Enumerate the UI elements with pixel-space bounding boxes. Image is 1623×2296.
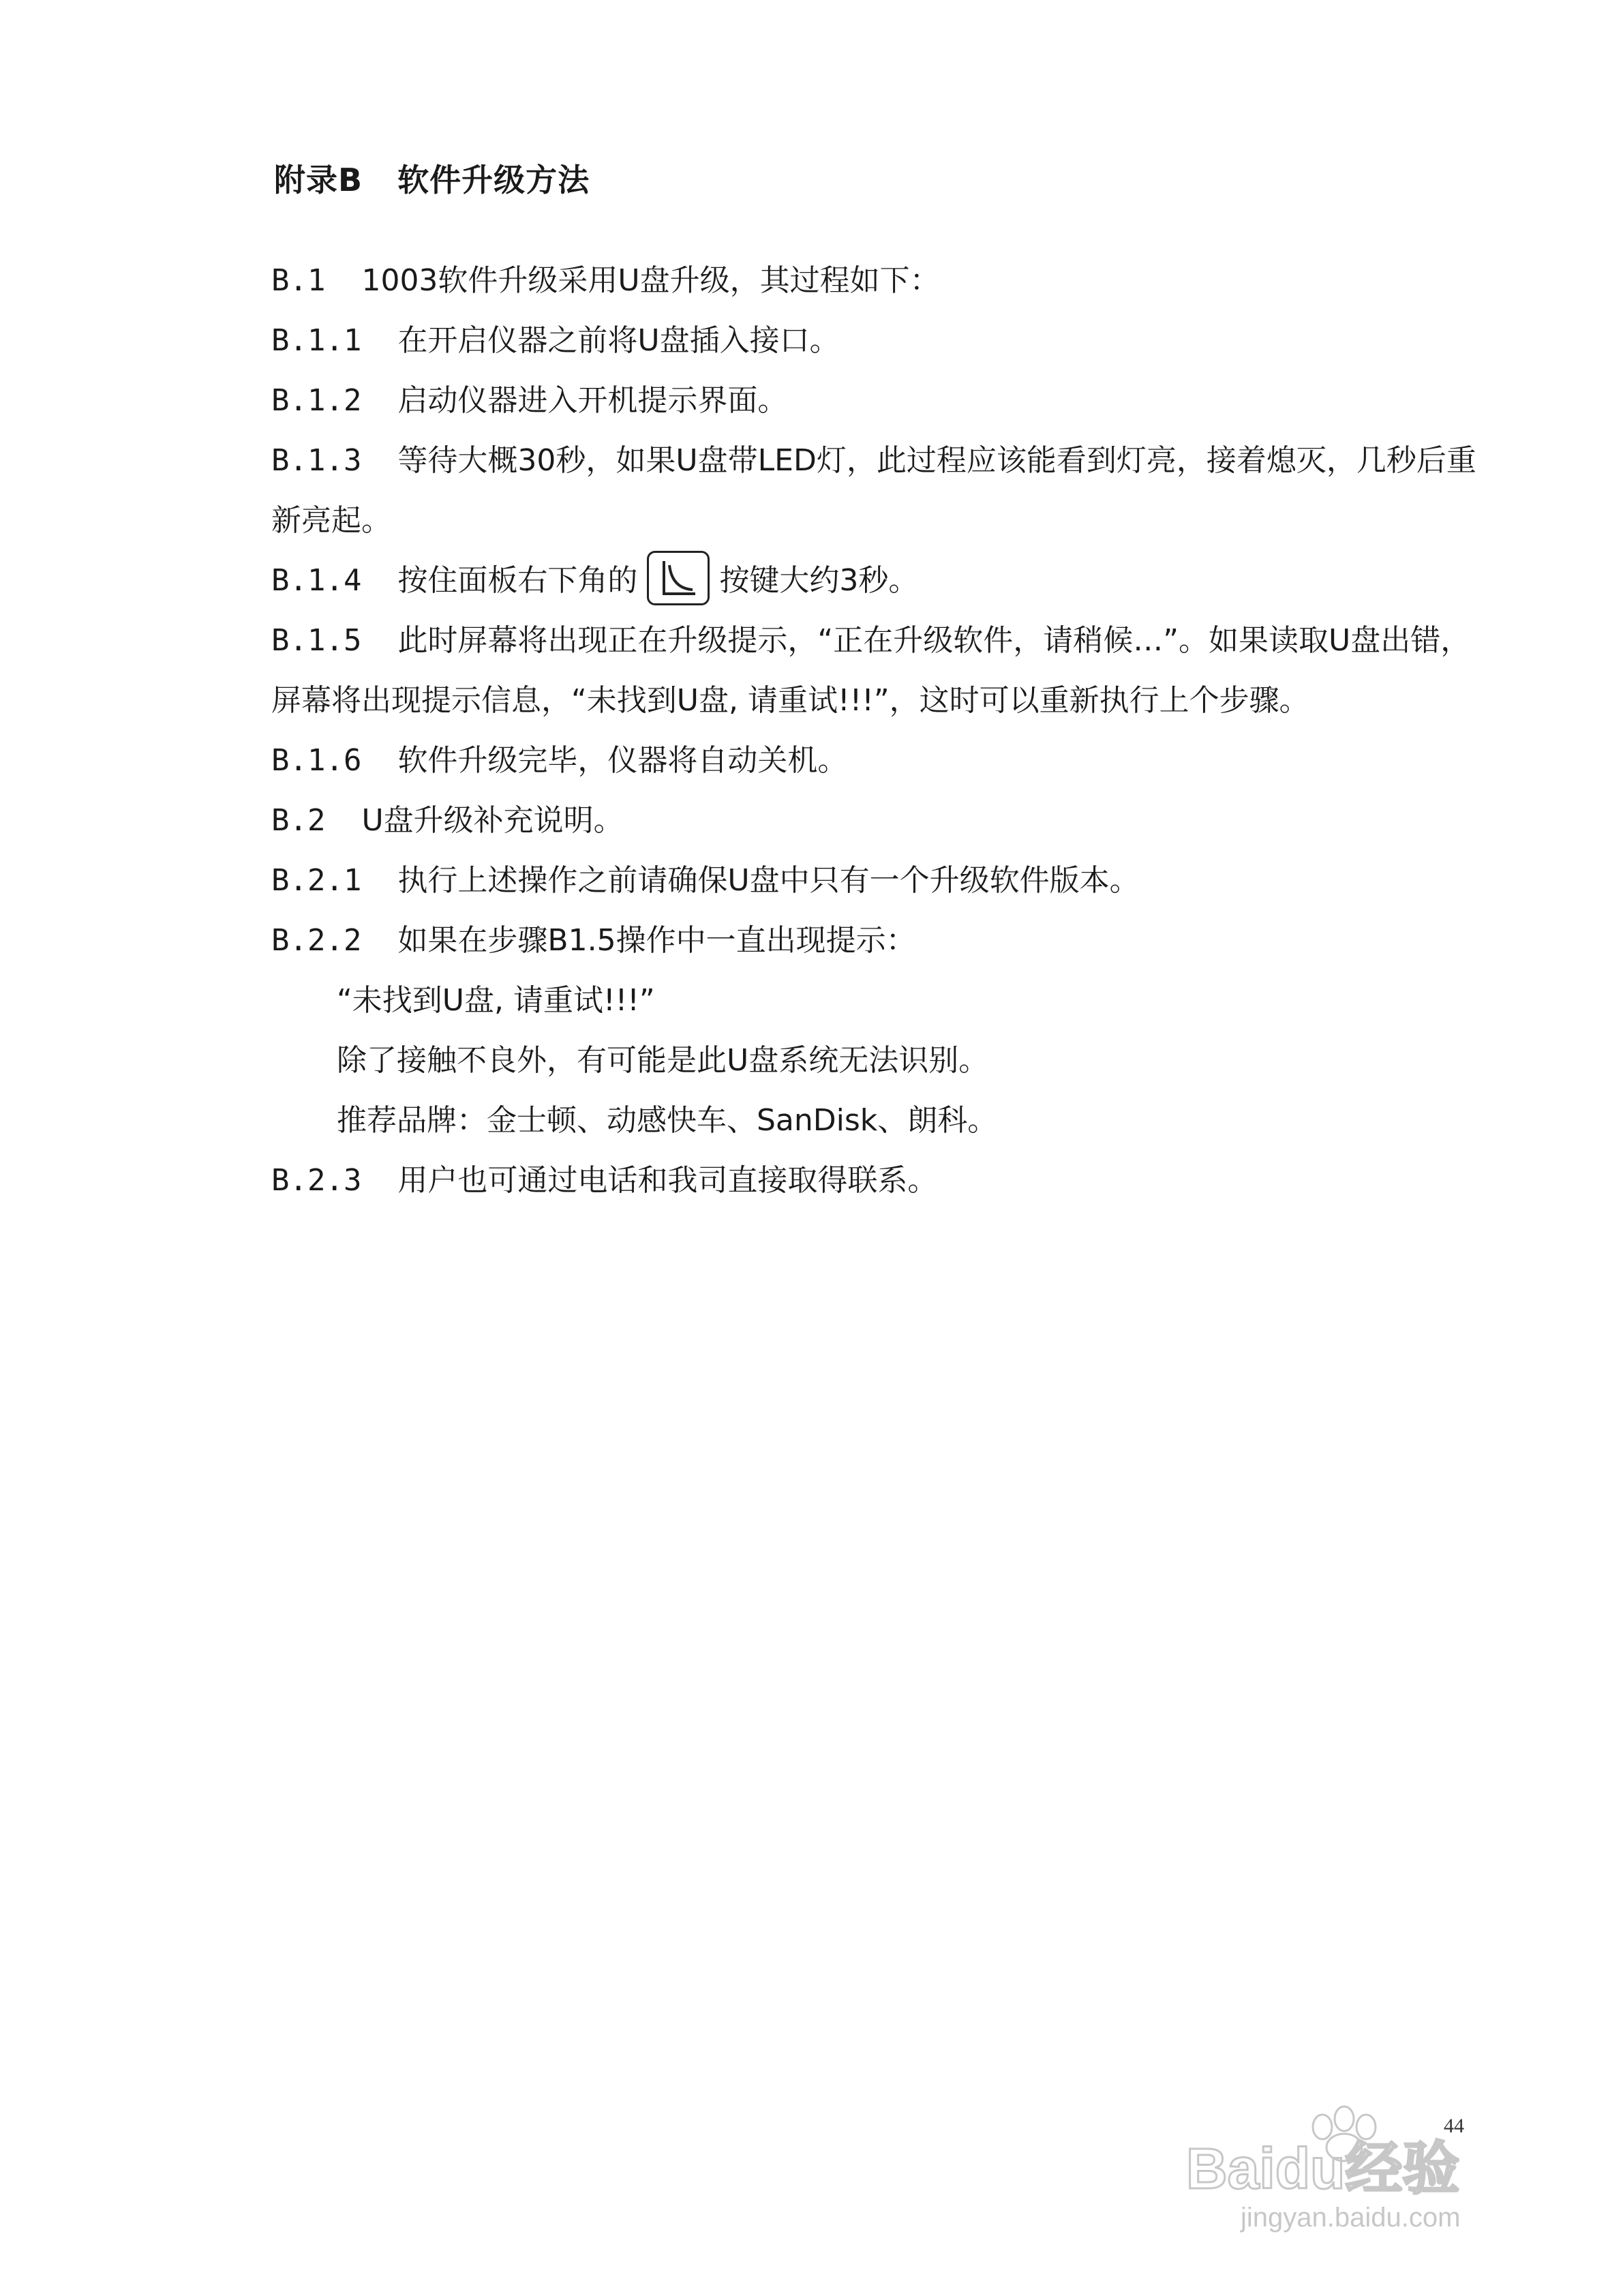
item-text: 如果在步骤B1.5操作中一直出现提示： — [397, 923, 916, 958]
list-item — [271, 371, 1485, 431]
baidu-watermark-logo — [1159, 2100, 1541, 2236]
section-number: B.1.5 — [271, 623, 398, 658]
curve-key-icon — [647, 551, 710, 605]
item-text: 推荐品牌：金士顿、动感快车、SanDisk、朗科。 — [337, 1103, 998, 1138]
section-number: B.1.1 — [271, 323, 398, 358]
list-item — [271, 851, 1485, 911]
page-title: 附录B 软件升级方法 — [274, 162, 590, 198]
list-item — [271, 1091, 1485, 1151]
section-number: B.2 — [271, 803, 362, 838]
document-body — [271, 251, 1485, 1211]
watermark-brand: Baidu经验 — [1186, 2136, 1460, 2201]
item-text: 此时屏幕将出现正在升级提示，“正在升级软件，请稍候…”。如果读取U盘出错，屏幕将出现提示信息，“未找到U盘, 请重试!!!”，这时可以重新执行上个步骤。 — [271, 623, 1471, 718]
item-text: 按键大约3秒。 — [719, 563, 919, 598]
section-number: B.2.1 — [271, 863, 398, 898]
item-text: 启动仪器进入开机提示界面。 — [397, 383, 788, 418]
watermark-url: jingyan.baidu.com — [1241, 2203, 1461, 2233]
list-item — [271, 431, 1485, 551]
section-number: B.1.4 — [271, 563, 398, 598]
section-number: B.1.3 — [271, 443, 398, 478]
list-item — [271, 1031, 1485, 1091]
item-text: 用户也可通过电话和我司直接取得联系。 — [397, 1163, 938, 1198]
item-text: “未找到U盘, 请重试!!!” — [337, 983, 655, 1018]
section-number: B.2.3 — [271, 1163, 398, 1198]
list-item — [271, 731, 1485, 791]
page-number: 44 — [1444, 2115, 1464, 2137]
item-text: U盘升级补充说明。 — [361, 803, 624, 838]
item-text: 等待大概30秒，如果U盘带LED灯，此过程应该能看到灯亮，接着熄灭，几秒后重新亮起。 — [271, 443, 1476, 538]
item-text: 按住面板右下角的 — [397, 563, 638, 598]
list-item — [271, 1151, 1485, 1211]
section-number: B.1 — [271, 263, 362, 298]
list-item — [271, 971, 1485, 1031]
item-text: 除了接触不良外，有可能是此U盘系统无法识别。 — [337, 1043, 989, 1078]
list-item — [271, 311, 1485, 371]
list-item — [271, 251, 1485, 311]
item-text: 执行上述操作之前请确保U盘中只有一个升级软件版本。 — [397, 863, 1140, 898]
list-item — [271, 791, 1485, 851]
list-item — [271, 911, 1485, 971]
list-item — [271, 551, 1485, 611]
item-text: 1003软件升级采用U盘升级，其过程如下： — [361, 263, 940, 298]
item-text: 在开启仪器之前将U盘插入接口。 — [397, 323, 840, 358]
item-text: 软件升级完毕，仪器将自动关机。 — [397, 743, 848, 778]
section-number: B.2.2 — [271, 923, 398, 958]
section-number: B.1.2 — [271, 383, 398, 418]
section-number: B.1.6 — [271, 743, 398, 778]
list-item — [271, 611, 1485, 731]
